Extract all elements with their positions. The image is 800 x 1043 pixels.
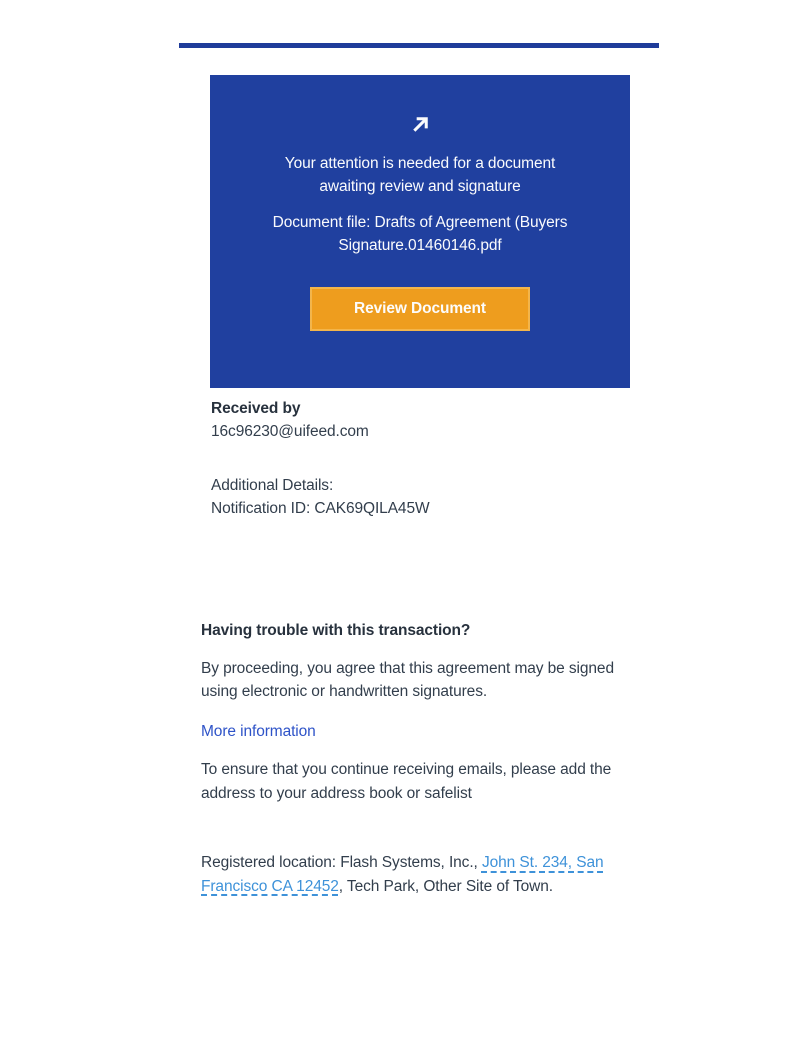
received-by-label: Received by — [211, 400, 301, 417]
arrow-up-right-icon — [407, 111, 434, 138]
address-link[interactable]: John St. 234, San Francisco CA 12452 — [201, 854, 604, 895]
more-information-link[interactable]: More information — [201, 722, 316, 740]
registered-location-text — [201, 851, 653, 898]
notification-card — [210, 75, 630, 388]
footer-section — [201, 619, 653, 898]
additional-details-section — [211, 474, 631, 520]
email-body — [179, 43, 659, 898]
document-file-text: Document file: Drafts of Agreement (Buyers Signature.01460146.pdf — [272, 214, 568, 254]
top-divider — [179, 43, 659, 48]
received-section — [211, 397, 631, 520]
registered-location-prefix: Registered location: Flash Systems, Inc., — [201, 854, 482, 871]
registered-location-suffix: , Tech Park, Other Site of Town. — [338, 877, 553, 895]
agreement-text: By proceeding, you agree that this agreement may be signed using electronic or handwritten signatures. — [201, 659, 614, 700]
recipient-email: 16c96230@uifeed.com — [211, 423, 369, 440]
additional-details-label: Additional Details: — [211, 477, 334, 494]
review-document-button[interactable]: Review Document — [310, 287, 530, 331]
notification-heading: Your attention is needed for a document awaiting review and signature — [284, 155, 556, 195]
safelist-text: To ensure that you continue receiving emails, please add the address to your address book or safelist — [201, 761, 612, 802]
trouble-heading: Having trouble with this transaction? — [201, 622, 471, 639]
notification-id-text: Notification ID: CAK69QILA45W — [211, 500, 430, 517]
